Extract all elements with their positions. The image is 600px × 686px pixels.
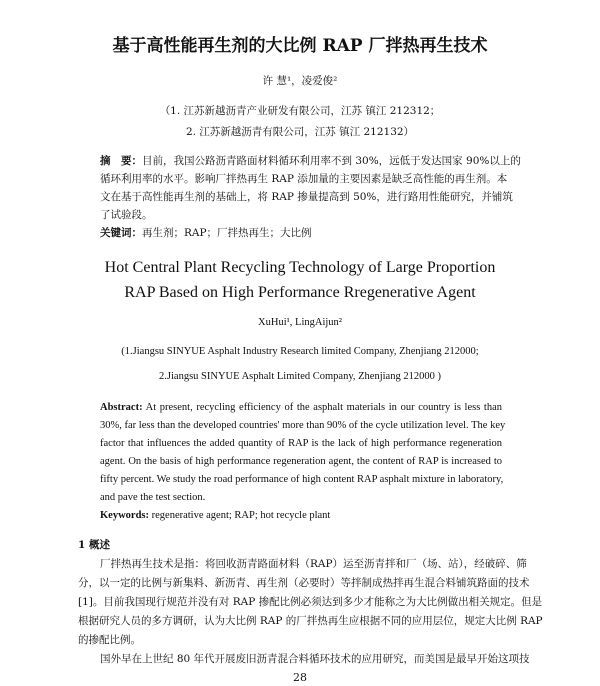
cn-abstract-line: 文在基于高性能再生剂的基础上，将 RAP 掺量提高到 50%，进行路用性能研究，并铺筑 — [100, 191, 513, 203]
section-line: 的掺配比例。 — [78, 634, 141, 646]
cn-authors: 许 慧¹，凌爱俊² — [262, 75, 338, 87]
en-abstract-line: agent. On the basis of high performance regeneration agent, the content of RAP is increased to — [100, 456, 502, 467]
cn-abstract-label: 摘 要： — [100, 155, 142, 167]
section-line: [1]。目前我国现行规范并没有对 RAP 掺配比例必须达到多少才能称之为大比例做出相关规定。但是 — [78, 596, 543, 608]
en-abstract-label: Abstract: — [100, 402, 143, 413]
en-authors: XuHui¹, LingAijun² — [258, 317, 342, 328]
en-affiliation-1: (1.Jiangsu SINYUE Asphalt Industry Research limited Company, Zhenjiang 212000; — [121, 346, 479, 357]
en-title-line-1: Hot Central Plant Recycling Technology of Large Proportion — [104, 259, 496, 276]
en-keywords: Keywords: regenerative agent; RAP; hot recycle plant — [100, 510, 331, 521]
en-title-line-2: RAP Based on High Performance Rregenerative Agent — [124, 284, 476, 301]
cn-affiliation-1: （1. 江苏新越沥青产业研发有限公司，江苏 镇江 212312； — [159, 105, 441, 117]
en-abstract-line: Abstract: At present, recycling efficiency of the asphalt materials in our country is less than — [100, 402, 502, 413]
section-line: 厂拌热再生技术是指：将回收沥青路面材料（RAP）运至沥青拌和厂（场、站），经破碎、筛 — [100, 558, 527, 570]
cn-abstract-line: 循环利用率的水平。影响厂拌热再生 RAP 添加量的主要因素是缺乏高性能的再生剂。本 — [100, 173, 508, 185]
cn-abstract-line: 摘 要：目前，我国公路沥青路面材料循环利用率不到 30%，远低于发达国家 90%以上的 — [100, 155, 521, 167]
section-line: 国外早在上世纪 80 年代开展废旧沥青混合料循环技术的应用研究，而美国是最早开始这项技 — [100, 653, 530, 665]
section-line: 分，以一定的比例与新集料、新沥青、再生剂（必要时）等拌制成热拌再生混合料铺筑路面的技术 — [78, 577, 530, 589]
en-abstract-line: factor that influences the added quantity of RAP is the lack of high performance regeneration — [100, 438, 502, 449]
cn-affiliation-2: 2. 江苏新越沥青有限公司，江苏 镇江 212132） — [185, 126, 415, 138]
en-abstract-line: and pave the test section. — [100, 492, 206, 503]
section-heading: 1 概述 — [78, 539, 110, 551]
en-affiliation-2: 2.Jiangsu SINYUE Asphalt Limited Company, Zhenjiang 212000 ) — [159, 371, 441, 382]
cn-abstract-line: 了试验段。 — [100, 209, 153, 221]
page-number: 28 — [293, 671, 307, 684]
cn-keywords: 关键词：再生剂；RAP；厂拌热再生；大比例 — [100, 227, 312, 239]
en-abstract-line: fifty percent. We study the road performance of high content RAP asphalt mixture in laboratory, — [100, 474, 504, 485]
en-abstract-line: 30%, far less than the developed countries' more than 90% of the cycle utilization level. The key — [100, 420, 506, 431]
cn-title: 基于高性能再生剂的大比例 RAP 厂拌热再生技术 — [112, 36, 488, 56]
section-line: 根据研究人员的多方调研，认为大比例 RAP 的厂拌热再生应根据不同的应用层位，规定大比例 RAP — [78, 615, 543, 627]
